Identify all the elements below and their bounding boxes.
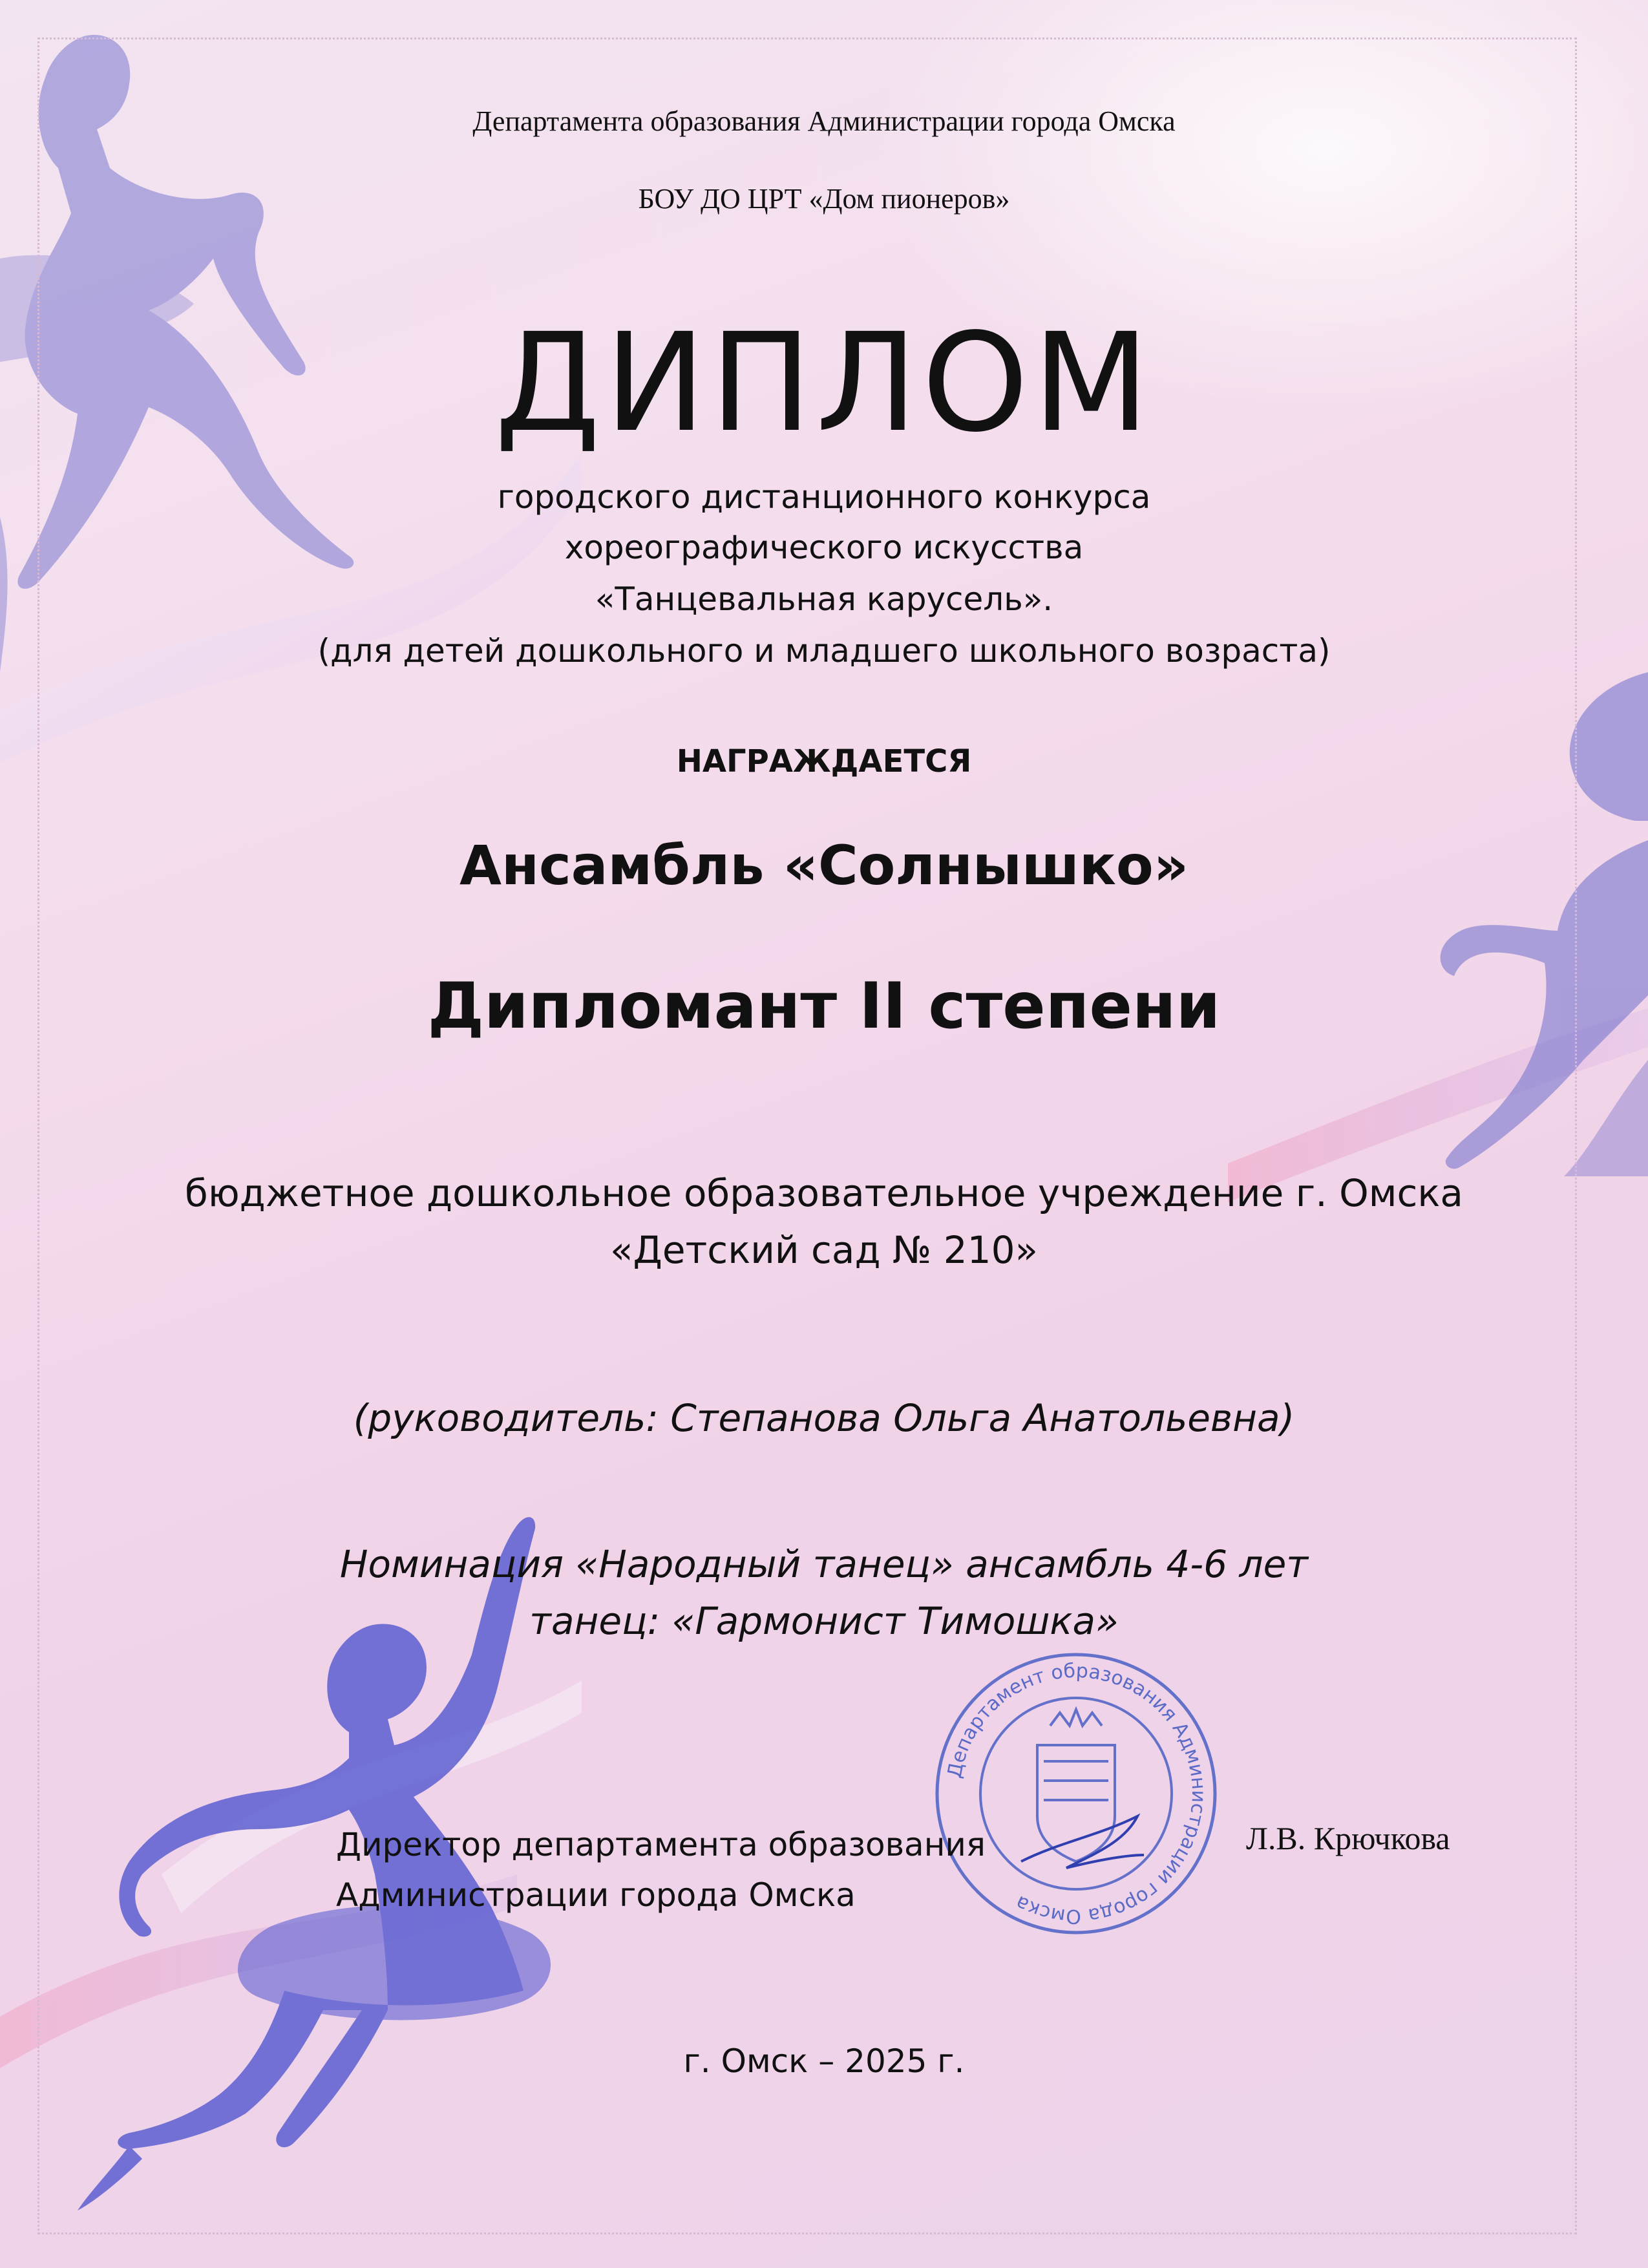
institution-name: БОУ ДО ЦРТ «Дом пионеров»: [638, 183, 1010, 215]
nomination: Номинация «Народный танец» ансамбль 4-6 лет: [339, 1542, 1309, 1586]
organization-type: бюджетное дошкольное образовательное учреждение г. Омска: [185, 1171, 1463, 1215]
contest-name: «Танцевальная карусель».: [595, 580, 1053, 618]
dance-title: танец: «Гармонист Тимошка»: [529, 1599, 1119, 1643]
leader-name: (руководитель: Степанова Ольга Анатольевна): [353, 1396, 1295, 1440]
place-and-year: г. Омск – 2025 г.: [683, 2042, 965, 2080]
svg-text:Департамент образования Админи: Департамент образования Администрации города Омска: [943, 1659, 1210, 1928]
signature-mark: [1021, 1816, 1144, 1868]
signatory-position-line-1: Директор департамента образования: [336, 1826, 986, 1863]
awarded-label: НАГРАЖДАЕТСЯ: [676, 743, 972, 779]
contest-age-group: (для детей дошкольного и младшего школьного возраста): [317, 632, 1331, 670]
award-degree: Дипломант II степени: [427, 970, 1221, 1043]
contest-line-2: хореографического искусства: [564, 529, 1084, 566]
signatory-position: [336, 1819, 986, 1920]
department-name: Департамента образования Администрации города Омска: [472, 105, 1176, 137]
contest-line-1: городского дистанционного конкурса: [497, 478, 1151, 516]
signatory-position-line-2: Администрации города Омска: [336, 1876, 856, 1914]
recipient-name: Ансамбль «Солнышко»: [459, 834, 1189, 897]
diploma-title: ДИПЛОМ: [494, 304, 1154, 462]
organization-name: «Детский сад № 210»: [610, 1228, 1038, 1272]
signatory-name: Л.В. Крючкова: [1246, 1820, 1450, 1856]
